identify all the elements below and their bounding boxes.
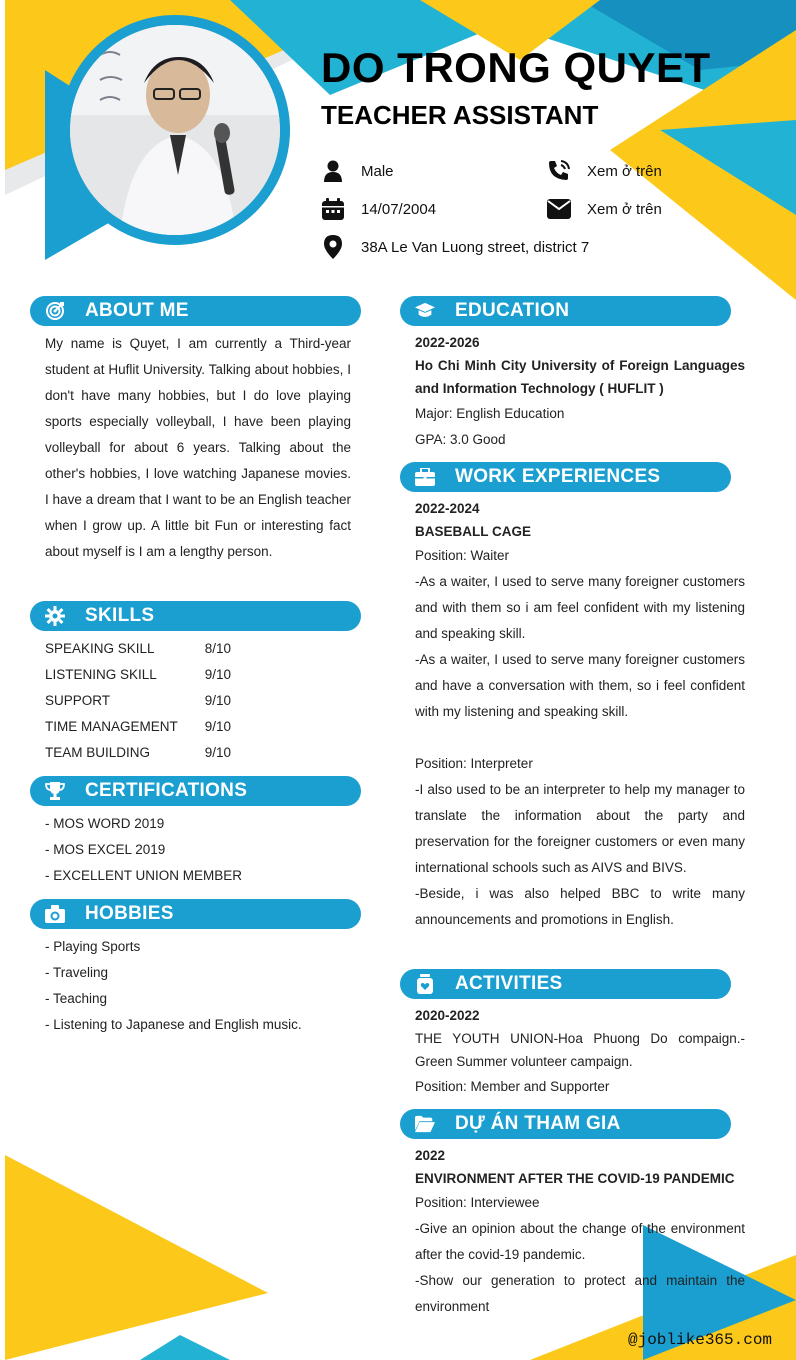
user-icon bbox=[321, 159, 345, 183]
work-description: -I also used to be an interpreter to help my manager to translate the information about the party and preservation for the foreigner customers or even many international schools such as AIVS and BIVS. bbox=[415, 782, 745, 875]
skill-row bbox=[45, 662, 351, 688]
activities-position: Position: Member and Supporter bbox=[415, 1079, 610, 1094]
trophy-icon bbox=[45, 781, 65, 801]
watermark: @joblike365.com bbox=[628, 1331, 773, 1349]
hobby-item: - Teaching bbox=[45, 991, 108, 1006]
skills-list bbox=[45, 636, 351, 766]
skill-name: LISTENING SKILL bbox=[45, 667, 157, 682]
skills-title: SKILLS bbox=[85, 605, 155, 626]
envelope-icon bbox=[547, 197, 571, 221]
activities-header bbox=[400, 969, 731, 999]
bottom-left-blue bbox=[140, 1335, 230, 1360]
certifications-header bbox=[30, 776, 361, 806]
bottom-left-yellow bbox=[5, 1155, 268, 1360]
education-period: 2022-2026 bbox=[415, 335, 480, 350]
skill-row bbox=[45, 636, 351, 662]
work-title: WORK EXPERIENCES bbox=[455, 466, 661, 487]
briefcase-icon bbox=[415, 467, 435, 487]
medal-icon bbox=[415, 974, 435, 994]
skill-name: SPEAKING SKILL bbox=[45, 641, 155, 656]
phone-icon bbox=[547, 159, 571, 183]
projects-body bbox=[415, 1144, 745, 1320]
hobby-item: - Listening to Japanese and English music. bbox=[45, 1017, 302, 1032]
phone-row bbox=[547, 159, 662, 183]
graduation-cap-icon bbox=[415, 301, 435, 321]
activities-title: ACTIVITIES bbox=[455, 973, 563, 994]
phone-value[interactable]: Xem ở trên bbox=[587, 162, 662, 180]
projects-header bbox=[400, 1109, 731, 1139]
certifications-title: CERTIFICATIONS bbox=[85, 780, 248, 801]
hobbies-list bbox=[45, 934, 351, 1038]
address-value: 38A Le Van Luong street, district 7 bbox=[361, 238, 590, 256]
work-body bbox=[415, 497, 745, 933]
camera-icon bbox=[45, 904, 65, 924]
education-header bbox=[400, 296, 731, 326]
candidate-name: DO TRONG QUYET bbox=[321, 44, 711, 91]
hobby-item: - Traveling bbox=[45, 965, 109, 980]
projects-title: DỰ ÁN THAM GIA bbox=[455, 1113, 621, 1134]
calendar-icon bbox=[321, 197, 345, 221]
target-icon bbox=[45, 301, 65, 321]
project-name: ENVIRONMENT AFTER THE COVID-19 PANDEMIC bbox=[415, 1171, 735, 1186]
skill-name: SUPPORT bbox=[45, 693, 111, 708]
address-row bbox=[321, 235, 589, 259]
project-description: -Give an opinion about the change of the environment after the covid-19 pandemic. bbox=[415, 1221, 745, 1262]
folder-open-icon bbox=[415, 1114, 435, 1134]
project-year: 2022 bbox=[415, 1148, 446, 1163]
work-position: Position: Interpreter bbox=[415, 756, 533, 771]
work-header bbox=[400, 462, 731, 492]
certifications-list bbox=[45, 811, 351, 889]
gender-row bbox=[321, 159, 394, 183]
birthdate-value: 14/07/2004 bbox=[361, 200, 437, 218]
skill-score: 9/10 bbox=[204, 667, 231, 682]
education-school: Ho Chi Minh City University of Foreign Languages and Information Technology ( HUFLIT ) bbox=[415, 358, 745, 396]
education-gpa: GPA: 3.0 Good bbox=[415, 432, 506, 447]
skill-row bbox=[45, 714, 351, 740]
work-description: -As a waiter, I used to serve many foreigner customers and with them so i am feel confident with my listening and speaking skill. bbox=[415, 574, 745, 641]
certification-item: - MOS EXCEL 2019 bbox=[45, 842, 166, 857]
skill-name: TIME MANAGEMENT bbox=[45, 719, 178, 734]
map-pin-icon bbox=[321, 235, 345, 259]
gender-value: Male bbox=[361, 162, 394, 180]
activities-body bbox=[415, 1004, 745, 1100]
education-body bbox=[415, 331, 745, 453]
about-text: My name is Quyet, I am currently a Third-year student at Huflit University. Talking about hobbies, I don't have many hobbies, but I do love playing sports especially volleyball, I have been playing volleyball for about 6 years. Talking about the other's hobbies, I love watching Japanese movies. I have a dream that I want to be an English teacher when I grow up. A little bit Fun or interesting fact about myself is I am a lengthy person. bbox=[45, 336, 351, 559]
certification-item: - MOS WORD 2019 bbox=[45, 816, 165, 831]
work-company: BASEBALL CAGE bbox=[415, 524, 532, 539]
profile-photo-illustration bbox=[70, 25, 280, 235]
skill-name: TEAM BUILDING bbox=[45, 745, 151, 760]
about-title: ABOUT ME bbox=[85, 300, 189, 321]
work-description: -Beside, i was also helped BBC to write many announcements and promotions in English. bbox=[415, 886, 745, 927]
about-header bbox=[30, 296, 361, 326]
project-description: -Show our generation to protect and maintain the environment bbox=[415, 1273, 745, 1314]
activities-text: THE YOUTH UNION-Hoa Phuong Do compaign.-Green Summer volunteer campaign. bbox=[415, 1031, 745, 1069]
email-row bbox=[547, 197, 662, 221]
project-position: Position: Interviewee bbox=[415, 1195, 540, 1210]
skill-row bbox=[45, 688, 351, 714]
skill-row bbox=[45, 740, 351, 766]
skill-score: 9/10 bbox=[204, 745, 231, 760]
work-period: 2022-2024 bbox=[415, 501, 480, 516]
profile-photo bbox=[70, 25, 280, 235]
hobbies-header bbox=[30, 899, 361, 929]
skill-score: 9/10 bbox=[204, 693, 231, 708]
education-major: Major: English Education bbox=[415, 406, 565, 421]
certification-item: - EXCELLENT UNION MEMBER bbox=[45, 868, 243, 883]
birthdate-row bbox=[321, 197, 436, 221]
activities-period: 2020-2022 bbox=[415, 1008, 480, 1023]
work-position: Position: Waiter bbox=[415, 548, 510, 563]
skill-score: 8/10 bbox=[204, 641, 231, 656]
candidate-role: TEACHER ASSISTANT bbox=[321, 100, 599, 130]
skills-header bbox=[30, 601, 361, 631]
skill-score: 9/10 bbox=[204, 719, 231, 734]
email-value[interactable]: Xem ở trên bbox=[587, 200, 662, 218]
gear-icon bbox=[45, 606, 65, 626]
education-title: EDUCATION bbox=[455, 300, 570, 321]
work-description: -As a waiter, I used to serve many foreigner customers and have a conversation with them, so i feel confident with my listening and speaking skill. bbox=[415, 652, 745, 719]
hobby-item: - Playing Sports bbox=[45, 939, 141, 954]
hobbies-title: HOBBIES bbox=[85, 903, 174, 924]
